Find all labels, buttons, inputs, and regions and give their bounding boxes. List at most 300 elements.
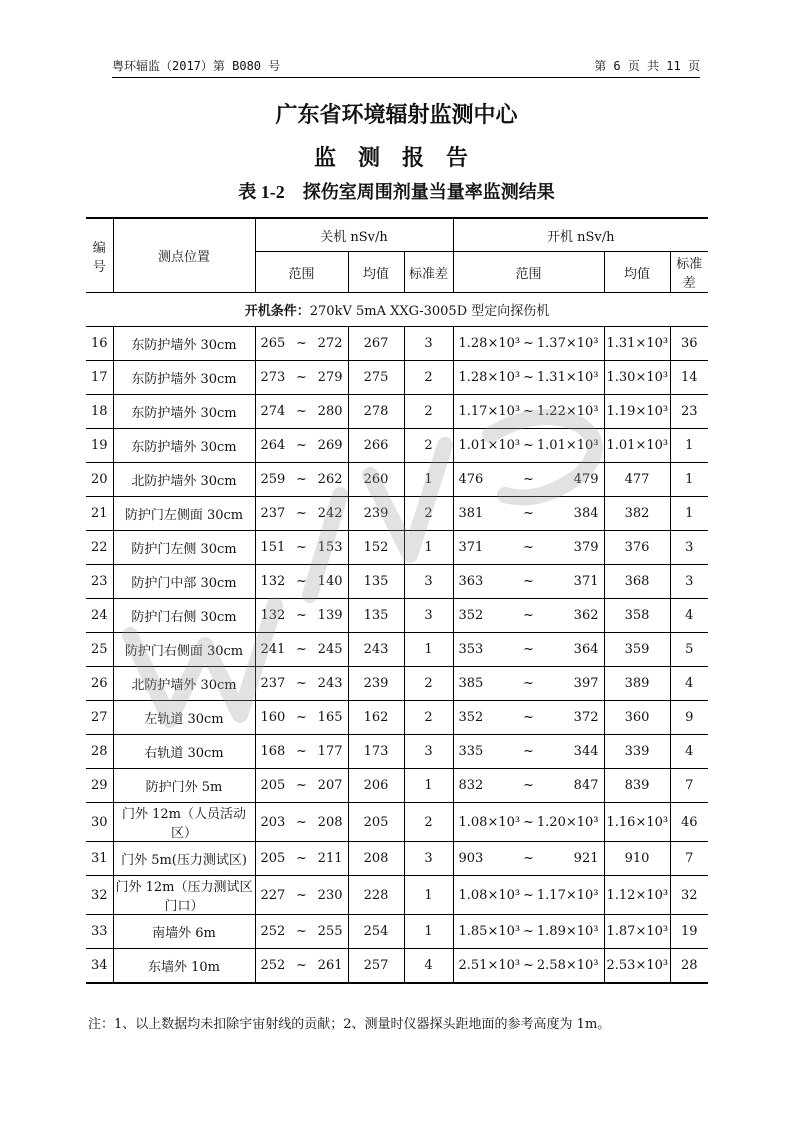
table-row — [86, 395, 708, 429]
col-header-on-range: 范围 — [453, 252, 604, 293]
off-range-min: 264 — [260, 438, 286, 453]
on-range-tilde: ~ — [523, 336, 534, 351]
cell-location: 北防护墙外 30cm — [113, 667, 255, 701]
on-range-tilde: ~ — [523, 438, 534, 453]
off-range-min: 241 — [260, 642, 286, 657]
cell-on-range — [453, 599, 604, 633]
table-row — [86, 949, 708, 984]
off-range-min: 274 — [260, 404, 286, 419]
cell-no: 21 — [86, 497, 113, 531]
off-range-max: 139 — [317, 608, 343, 623]
cell-on-std: 4 — [670, 735, 708, 769]
cell-off-range — [255, 463, 348, 497]
off-range — [258, 710, 346, 725]
off-range — [258, 815, 346, 830]
cell-no: 34 — [86, 949, 113, 984]
on-range-min: 381 — [458, 506, 484, 521]
cell-on-mean: 1.30×10³ — [604, 361, 670, 395]
col-header-off-mean: 均值 — [348, 252, 404, 293]
off-range-tilde: ~ — [296, 851, 307, 866]
cell-on-std: 14 — [670, 361, 708, 395]
cell-location: 左轨道 30cm — [113, 701, 255, 735]
on-range-tilde: ~ — [523, 642, 534, 657]
on-range — [456, 540, 602, 555]
cell-on-range — [453, 497, 604, 531]
on-range — [456, 888, 602, 903]
table-code: 表 1-2 — [238, 182, 285, 202]
off-range-min: 132 — [260, 574, 286, 589]
cell-no: 31 — [86, 842, 113, 876]
off-range-min: 237 — [260, 506, 286, 521]
cell-on-std: 46 — [670, 803, 708, 842]
off-range-max: 269 — [317, 438, 343, 453]
on-range-max: 1.37×10³ — [536, 336, 599, 351]
col-header-off-range: 范围 — [255, 252, 348, 293]
on-range — [456, 438, 602, 453]
table-row — [86, 842, 708, 876]
off-range-max: 243 — [317, 676, 343, 691]
on-range-min: 1.08×10³ — [458, 814, 521, 830]
off-range-max: 208 — [317, 814, 343, 830]
on-range-min: 903 — [458, 851, 484, 866]
cell-on-range — [453, 429, 604, 463]
cell-off-range — [255, 327, 348, 361]
cell-on-std: 1 — [670, 429, 708, 463]
cell-off-range — [255, 803, 348, 842]
table-row — [86, 735, 708, 769]
on-range-min: 371 — [458, 540, 484, 555]
on-range-max: 344 — [573, 744, 599, 759]
cell-off-std: 2 — [404, 497, 453, 531]
off-range — [258, 336, 346, 351]
table-row — [86, 565, 708, 599]
cell-location: 东防护墙外 30cm — [113, 395, 255, 429]
on-range-max: 1.22×10³ — [536, 404, 599, 419]
on-range-min: 832 — [458, 778, 484, 793]
on-range-max: 1.01×10³ — [536, 438, 599, 453]
col-header-no: 编号 — [86, 218, 113, 293]
doc-number: 粤环辐监（2017）第 B080 号 — [112, 59, 281, 73]
cell-on-range — [453, 915, 604, 949]
condition-value: 270kV 5mA XXG-3005D 型定向探伤机 — [309, 304, 550, 319]
cell-location: 门外 12m（压力测试区门口） — [113, 876, 255, 915]
cell-off-mean: 278 — [348, 395, 404, 429]
cell-off-mean: 254 — [348, 915, 404, 949]
off-range-tilde: ~ — [296, 778, 307, 793]
on-range-max: 847 — [573, 778, 599, 793]
table-title-text: 探伤室周围剂量当量率监测结果 — [302, 182, 555, 203]
cell-no: 25 — [86, 633, 113, 667]
cell-on-mean: 1.87×10³ — [604, 915, 670, 949]
cell-off-std: 2 — [404, 667, 453, 701]
table-row — [86, 327, 708, 361]
off-range-max: 165 — [317, 710, 343, 725]
off-range-max: 230 — [317, 887, 343, 903]
cell-no: 32 — [86, 876, 113, 915]
cell-off-std: 2 — [404, 361, 453, 395]
off-range — [258, 506, 346, 521]
on-range-min: 353 — [458, 642, 484, 657]
cell-off-mean: 243 — [348, 633, 404, 667]
on-range — [456, 506, 602, 521]
cell-on-std: 7 — [670, 842, 708, 876]
off-range-max: 245 — [317, 642, 343, 657]
on-range-max: 372 — [573, 710, 599, 725]
off-range-min: 273 — [260, 370, 286, 385]
cell-off-range — [255, 915, 348, 949]
cell-on-std: 1 — [670, 497, 708, 531]
cell-on-mean: 1.12×10³ — [604, 876, 670, 915]
cell-on-mean: 382 — [604, 497, 670, 531]
off-range — [258, 540, 346, 555]
cell-off-mean: 257 — [348, 949, 404, 984]
cell-off-mean: 275 — [348, 361, 404, 395]
off-range — [258, 574, 346, 589]
cell-no: 26 — [86, 667, 113, 701]
cell-on-range — [453, 667, 604, 701]
on-range — [456, 404, 602, 419]
on-range-max: 921 — [573, 851, 599, 866]
on-range-tilde: ~ — [523, 574, 534, 589]
cell-off-range — [255, 701, 348, 735]
table-row — [86, 701, 708, 735]
cell-on-range — [453, 803, 604, 842]
cell-off-range — [255, 429, 348, 463]
off-range-min: 151 — [260, 540, 286, 555]
on-range — [456, 744, 602, 759]
cell-off-range — [255, 531, 348, 565]
on-range-min: 1.28×10³ — [458, 336, 521, 351]
cell-off-mean: 228 — [348, 876, 404, 915]
cell-off-mean: 135 — [348, 599, 404, 633]
cell-off-mean: 208 — [348, 842, 404, 876]
off-range-tilde: ~ — [296, 472, 307, 487]
table-row — [86, 463, 708, 497]
on-range — [456, 336, 602, 351]
cell-on-range — [453, 769, 604, 803]
cell-off-range — [255, 842, 348, 876]
cell-location: 东防护墙外 30cm — [113, 429, 255, 463]
on-range-max: 371 — [573, 574, 599, 589]
cell-on-std: 23 — [670, 395, 708, 429]
cell-off-mean: 205 — [348, 803, 404, 842]
table-row — [86, 876, 708, 915]
cell-off-std: 4 — [404, 949, 453, 984]
cell-on-range — [453, 842, 604, 876]
cell-off-std: 3 — [404, 842, 453, 876]
cell-no: 16 — [86, 327, 113, 361]
on-range — [456, 676, 602, 691]
off-range-tilde: ~ — [296, 540, 307, 555]
off-range-max: 153 — [317, 540, 343, 555]
cell-on-std: 32 — [670, 876, 708, 915]
on-range-tilde: ~ — [523, 540, 534, 555]
off-range-max: 177 — [317, 744, 343, 759]
on-range-tilde: ~ — [523, 924, 534, 939]
cell-off-std: 1 — [404, 876, 453, 915]
cell-location: 门外 12m（人员活动区） — [113, 803, 255, 842]
cell-location: 东防护墙外 30cm — [113, 361, 255, 395]
on-range-tilde: ~ — [523, 370, 534, 385]
off-range-tilde: ~ — [296, 924, 307, 939]
cell-location: 南墙外 6m — [113, 915, 255, 949]
cell-on-mean: 389 — [604, 667, 670, 701]
table-row — [86, 803, 708, 842]
off-range-tilde: ~ — [296, 814, 307, 830]
cell-off-std: 1 — [404, 531, 453, 565]
on-range-min: 1.85×10³ — [458, 924, 521, 939]
off-range-tilde: ~ — [296, 887, 307, 903]
off-range-max: 261 — [317, 958, 343, 973]
on-range — [456, 472, 602, 487]
off-range-tilde: ~ — [296, 958, 307, 973]
col-header-on-std: 标准差 — [670, 252, 708, 293]
on-range-max: 379 — [573, 540, 599, 555]
cell-on-mean: 910 — [604, 842, 670, 876]
off-range-tilde: ~ — [296, 744, 307, 759]
off-range-min: 132 — [260, 608, 286, 623]
on-range-max: 397 — [573, 676, 599, 691]
cell-off-mean: 239 — [348, 497, 404, 531]
off-range-min: 227 — [260, 887, 286, 903]
table-row — [86, 497, 708, 531]
on-range — [456, 851, 602, 866]
cell-on-range — [453, 327, 604, 361]
on-range-tilde: ~ — [523, 778, 534, 793]
table-row — [86, 429, 708, 463]
col-header-on-mean: 均值 — [604, 252, 670, 293]
footnote: 注：1、以上数据均未扣除宇宙射线的贡献；2、测量时仪器探头距地面的参考高度为 1m。 — [88, 1017, 611, 1032]
cell-no: 18 — [86, 395, 113, 429]
on-range-tilde: ~ — [523, 744, 534, 759]
off-range — [258, 438, 346, 453]
cell-no: 28 — [86, 735, 113, 769]
on-range-min: 385 — [458, 676, 484, 691]
cell-location: 东防护墙外 30cm — [113, 327, 255, 361]
cell-no: 20 — [86, 463, 113, 497]
cell-location: 防护门右侧面 30cm — [113, 633, 255, 667]
cell-location: 防护门右侧 30cm — [113, 599, 255, 633]
table-row — [86, 531, 708, 565]
condition-label: 开机条件： — [244, 304, 310, 319]
on-range-min: 352 — [458, 710, 484, 725]
cell-on-mean: 1.01×10³ — [604, 429, 670, 463]
on-range-tilde: ~ — [523, 710, 534, 725]
cell-on-mean: 368 — [604, 565, 670, 599]
on-range — [456, 642, 602, 657]
on-range-tilde: ~ — [523, 887, 534, 903]
cell-off-mean: 266 — [348, 429, 404, 463]
page-info: 第 6 页 共 11 页 — [594, 59, 700, 73]
off-range-max: 255 — [317, 924, 343, 939]
off-range — [258, 778, 346, 793]
col-header-location: 测点位置 — [113, 218, 255, 293]
table-row — [86, 769, 708, 803]
on-range — [456, 574, 602, 589]
on-range-min: 2.51×10³ — [458, 958, 521, 973]
on-range-max: 479 — [573, 472, 599, 487]
off-range-min: 237 — [260, 676, 286, 691]
off-range — [258, 924, 346, 939]
on-range-max: 1.89×10³ — [536, 924, 599, 939]
on-range-min: 1.17×10³ — [458, 404, 521, 419]
cell-on-std: 28 — [670, 949, 708, 984]
off-range-min: 205 — [260, 851, 286, 866]
cell-off-range — [255, 497, 348, 531]
off-range-tilde: ~ — [296, 710, 307, 725]
condition-row — [86, 293, 708, 327]
cell-on-mean: 477 — [604, 463, 670, 497]
on-range-max: 1.31×10³ — [536, 370, 599, 385]
cell-off-range — [255, 876, 348, 915]
cell-off-mean: 162 — [348, 701, 404, 735]
cell-on-mean: 358 — [604, 599, 670, 633]
org-title: 广东省环境辐射监测中心 — [275, 103, 518, 128]
off-range-tilde: ~ — [296, 506, 307, 521]
cell-no: 30 — [86, 803, 113, 842]
off-range-min: 160 — [260, 710, 286, 725]
cell-off-std: 1 — [404, 915, 453, 949]
cell-on-range — [453, 633, 604, 667]
cell-off-mean: 135 — [348, 565, 404, 599]
cell-on-mean: 339 — [604, 735, 670, 769]
on-range-max: 2.58×10³ — [536, 958, 599, 973]
cell-off-std: 2 — [404, 395, 453, 429]
off-range-tilde: ~ — [296, 404, 307, 419]
cell-on-mean: 359 — [604, 633, 670, 667]
off-range-max: 280 — [317, 404, 343, 419]
results-table — [86, 217, 708, 984]
cell-off-std: 3 — [404, 735, 453, 769]
off-range-tilde: ~ — [296, 336, 307, 351]
cell-on-mean: 1.16×10³ — [604, 803, 670, 842]
off-range-min: 252 — [260, 958, 286, 973]
on-range-max: 1.17×10³ — [536, 887, 599, 903]
cell-location: 北防护墙外 30cm — [113, 463, 255, 497]
off-range-tilde: ~ — [296, 370, 307, 385]
cell-off-mean: 260 — [348, 463, 404, 497]
cell-on-mean: 2.53×10³ — [604, 949, 670, 984]
off-range-tilde: ~ — [296, 608, 307, 623]
table-row — [86, 915, 708, 949]
off-range — [258, 404, 346, 419]
col-header-off: 关机 nSv/h — [255, 218, 453, 252]
cell-off-std: 1 — [404, 463, 453, 497]
cell-on-range — [453, 361, 604, 395]
off-range-max: 242 — [317, 506, 343, 521]
cell-off-mean: 239 — [348, 667, 404, 701]
cell-location: 防护门外 5m — [113, 769, 255, 803]
cell-no: 24 — [86, 599, 113, 633]
cell-on-std: 5 — [670, 633, 708, 667]
cell-location: 防护门左侧 30cm — [113, 531, 255, 565]
off-range-max: 207 — [317, 778, 343, 793]
on-range-max: 384 — [573, 506, 599, 521]
cell-on-mean: 376 — [604, 531, 670, 565]
cell-location: 防护门中部 30cm — [113, 565, 255, 599]
on-range — [456, 958, 602, 973]
on-range-tilde: ~ — [523, 404, 534, 419]
cell-off-std: 2 — [404, 701, 453, 735]
col-header-on: 开机 nSv/h — [453, 218, 708, 252]
off-range-max: 262 — [317, 472, 343, 487]
cell-on-std: 4 — [670, 599, 708, 633]
cell-on-std: 7 — [670, 769, 708, 803]
cell-off-mean: 152 — [348, 531, 404, 565]
on-range-tilde: ~ — [523, 676, 534, 691]
on-range-max: 1.20×10³ — [536, 814, 599, 830]
cell-location: 右轨道 30cm — [113, 735, 255, 769]
cell-on-range — [453, 565, 604, 599]
on-range — [456, 710, 602, 725]
on-range-tilde: ~ — [523, 506, 534, 521]
cell-no: 19 — [86, 429, 113, 463]
off-range-max: 279 — [317, 370, 343, 385]
off-range — [258, 744, 346, 759]
cell-off-std: 3 — [404, 599, 453, 633]
on-range — [456, 370, 602, 385]
cell-on-range — [453, 876, 604, 915]
cell-off-range — [255, 735, 348, 769]
off-range — [258, 958, 346, 973]
cell-off-std: 1 — [404, 769, 453, 803]
cell-off-range — [255, 769, 348, 803]
off-range-max: 211 — [317, 851, 343, 866]
cell-no: 23 — [86, 565, 113, 599]
off-range — [258, 370, 346, 385]
cell-on-range — [453, 735, 604, 769]
cell-on-mean: 1.31×10³ — [604, 327, 670, 361]
cell-on-std: 1 — [670, 463, 708, 497]
off-range-min: 259 — [260, 472, 286, 487]
table-row — [86, 633, 708, 667]
cell-on-std: 4 — [670, 667, 708, 701]
on-range-min: 1.01×10³ — [458, 438, 521, 453]
cell-off-range — [255, 361, 348, 395]
cell-no: 33 — [86, 915, 113, 949]
off-range-tilde: ~ — [296, 642, 307, 657]
on-range-max: 364 — [573, 642, 599, 657]
cell-on-range — [453, 949, 604, 984]
cell-off-std: 3 — [404, 565, 453, 599]
cell-off-std: 2 — [404, 429, 453, 463]
cell-location: 防护门左侧面 30cm — [113, 497, 255, 531]
cell-on-range — [453, 395, 604, 429]
off-range — [258, 851, 346, 866]
off-range — [258, 642, 346, 657]
cell-on-range — [453, 463, 604, 497]
cell-off-range — [255, 395, 348, 429]
cell-on-std: 9 — [670, 701, 708, 735]
cell-on-mean: 360 — [604, 701, 670, 735]
on-range — [456, 815, 602, 830]
off-range-tilde: ~ — [296, 676, 307, 691]
cell-no: 27 — [86, 701, 113, 735]
on-range-min: 335 — [458, 744, 484, 759]
on-range-tilde: ~ — [523, 851, 534, 866]
on-range-tilde: ~ — [523, 472, 534, 487]
condition-cell — [86, 293, 708, 327]
off-range — [258, 608, 346, 623]
cell-off-range — [255, 599, 348, 633]
on-range — [456, 778, 602, 793]
on-range-min: 476 — [458, 472, 484, 487]
cell-no: 29 — [86, 769, 113, 803]
cell-no: 17 — [86, 361, 113, 395]
cell-on-std: 36 — [670, 327, 708, 361]
off-range — [258, 676, 346, 691]
off-range-min: 168 — [260, 744, 286, 759]
